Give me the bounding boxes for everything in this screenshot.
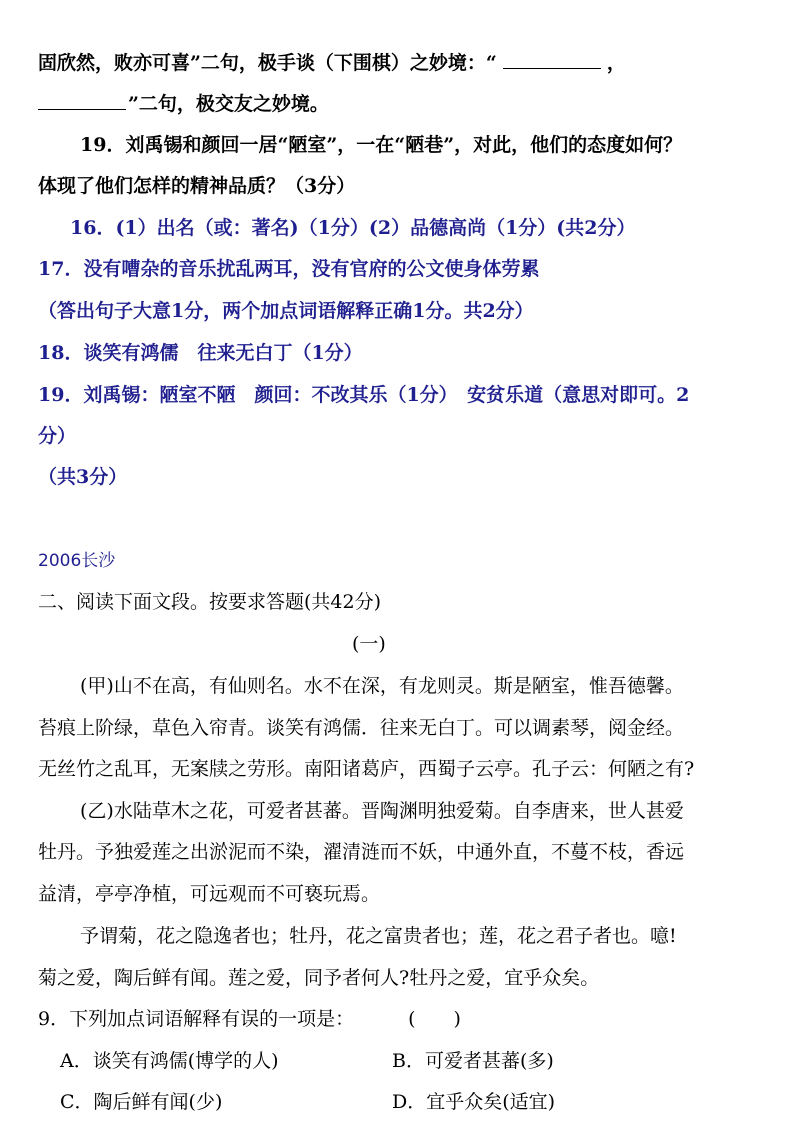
question-19-line: 体现了他们怎样的精神品质？（3分） <box>38 175 356 197</box>
text-span: ， <box>606 52 626 74</box>
answer-19: 19．刘禹锡：陋室不陋 颜回：不改其乐（1分） 安贫乐道（意思对即可。2 <box>38 384 690 406</box>
fill-blank <box>38 91 126 110</box>
part-label: (一) <box>352 633 386 655</box>
text-line <box>38 50 626 75</box>
section-year-city: 2006长沙 <box>38 551 116 571</box>
answer-18: 18．谈笑有鸿儒 往来无白丁（1分） <box>38 342 363 364</box>
text-span: 固欣然，败亦可喜”二句，极手谈（下围棋）之妙境：“ <box>38 52 497 74</box>
answer-17: 17．没有嘈杂的音乐扰乱两耳，没有官府的公文使身体劳累 <box>38 258 540 280</box>
passage-line: 苔痕上阶绿，草色入帘青。谈笑有鸿儒．往来无白丁。可以调素琴，阅金经。 <box>38 717 685 739</box>
answer-17-note: （答出句子大意1分，两个加点词语解释正确1分。共2分） <box>38 300 534 322</box>
passage-line: 予谓菊，花之隐逸者也；牡丹，花之富贵者也；莲，花之君子者也。噫! <box>80 925 677 947</box>
option-c: C．陶后鲜有闻(少) <box>60 1091 223 1113</box>
question-9-stem <box>38 1007 461 1031</box>
section-heading: 二、阅读下面文段。按要求答题(共42分) <box>38 591 382 613</box>
question-19-line: 19．刘禹锡和颜回一居“陋室”，一在“陋巷”，对此，他们的态度如何？ <box>80 134 683 156</box>
passage-line: (乙)水陆草木之花，可爱者甚蕃。晋陶渊明独爱菊。自李唐来，世人甚爱 <box>80 800 684 822</box>
passage-line: 益清，亭亭净植，可远观而不可亵玩焉。 <box>38 883 381 905</box>
passage-line: (甲)山不在高，有仙则名。水不在深，有龙则灵。斯是陋室，惟吾德馨。 <box>80 675 684 697</box>
answer-paren: ( ) <box>408 1008 461 1030</box>
text-span: ”二句，极交友之妙境。 <box>128 93 329 115</box>
answer-19-total: （共3分） <box>38 466 128 488</box>
option-a: A．谈笑有鸿儒(博学的人) <box>60 1050 279 1072</box>
passage-line: 无丝竹之乱耳，无案牍之劳形。南阳诸葛庐，西蜀子云亭。孔子云：何陋之有? <box>38 758 695 780</box>
answer-19: 分） <box>38 425 77 447</box>
passage-line: 牡丹。予独爱莲之出淤泥而不染，濯清涟而不妖，中通外直，不蔓不枝，香远 <box>38 841 685 863</box>
fill-blank <box>503 50 601 69</box>
option-b: B．可爱者甚蕃(多) <box>392 1050 554 1072</box>
passage-line: 菊之爱，陶后鲜有闻。莲之爱，同予者何人?牡丹之爱，宜乎众矣。 <box>38 967 600 989</box>
text-line <box>38 91 329 116</box>
option-d: D．宜乎众矣(适宜) <box>392 1091 556 1113</box>
text-span: 9．下列加点词语解释有误的一项是： <box>38 1008 355 1030</box>
answer-16: 16．(1）出名（或：著名)（1分）(2）品德高尚（1分）(共2分） <box>70 217 636 239</box>
